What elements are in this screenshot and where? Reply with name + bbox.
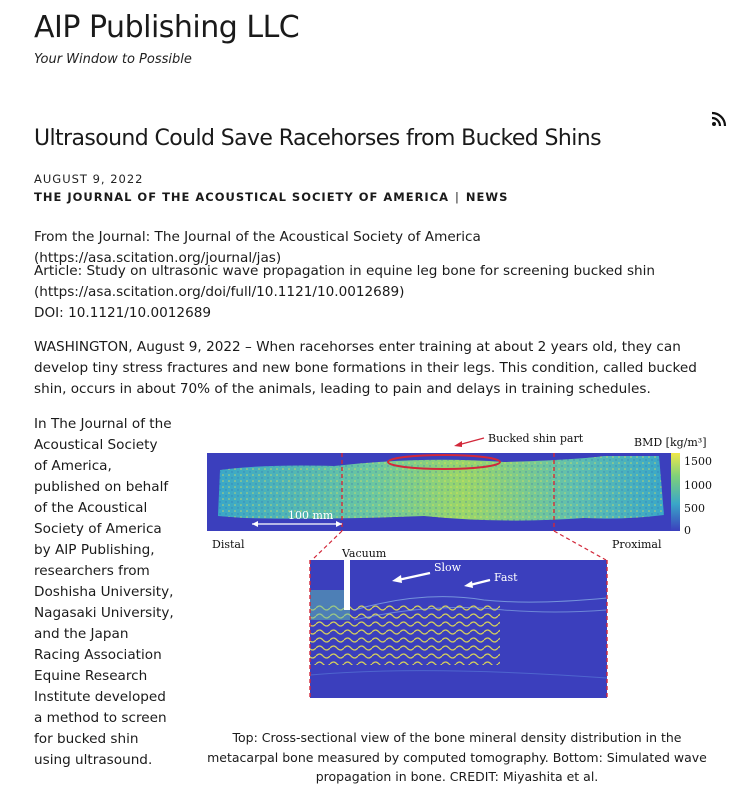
post-categories <box>34 190 508 204</box>
category-journal-link[interactable]: THE JOURNAL OF THE ACOUSTICAL SOCIETY OF AMERICA <box>34 190 450 204</box>
fast-label: Fast <box>494 571 518 584</box>
wave-simulation-panel <box>310 547 607 698</box>
ct-cross-section <box>207 453 671 531</box>
slow-label: Slow <box>434 561 462 574</box>
body-paragraph: In The Journal of the Acoustical Society of America, published on behalf of the Acoustical Society of America by AIP Publishing, researchers from Doshisha University, Nagasaki University, and the Japan Racing Association Equine Research Institute developed a method to screen for bucked shin using ultrasound. <box>34 416 174 768</box>
colorbar-tick-0: 0 <box>684 524 691 537</box>
rss-icon[interactable] <box>711 111 727 127</box>
proximal-label: Proximal <box>612 538 662 551</box>
distal-label: Distal <box>212 538 245 551</box>
colorbar-tick-500: 500 <box>684 502 705 515</box>
colorbar-tick-1500: 1500 <box>684 455 712 468</box>
article-paragraph <box>34 261 724 324</box>
bmd-axis-label: BMD [kg/m³] <box>634 436 707 449</box>
figure-image <box>204 420 724 720</box>
scale-bar-label: 100 mm <box>288 509 334 522</box>
category-news-link[interactable]: NEWS <box>465 190 509 204</box>
colorbar-tick-1000: 1000 <box>684 479 712 492</box>
article-url-line: (https://asa.scitation.org/doi/full/10.1121/10.0012689) <box>34 284 405 300</box>
from-journal-paragraph: From the Journal: The Journal of the Acoustical Society of America (https://asa.scitation.org/journal/jas) <box>34 229 481 266</box>
site-tagline: Your Window to Possible <box>34 52 192 67</box>
doi-line: DOI: 10.1121/10.0012689 <box>34 305 212 321</box>
post-date[interactable]: AUGUST 9, 2022 <box>34 172 144 186</box>
site-title[interactable]: AIP Publishing LLC <box>34 10 300 45</box>
vacuum-label: Vacuum <box>342 547 387 560</box>
intro-paragraph: WASHINGTON, August 9, 2022 – When racehorses enter training at about 2 years old, they can develop tiny stress fractures and new bone formations in their legs. This condition, called bucked shin, occurs in about 70% of the animals, leading to pain and delays in training schedules. <box>34 339 697 397</box>
figure-caption: Top: Cross-sectional view of the bone mineral density distribution in the metacarpal bone measured by computed tomography. Bottom: Simulated wave propagation in bone. CREDIT: Miyashita et al. <box>207 730 707 784</box>
post-title[interactable]: Ultrasound Could Save Racehorses from Bucked Shins <box>34 126 601 151</box>
category-separator: | <box>455 190 460 204</box>
bucked-shin-label: Bucked shin part <box>488 432 584 445</box>
article-title-line: Article: Study on ultrasonic wave propagation in equine leg bone for screening bucked shin <box>34 263 656 279</box>
